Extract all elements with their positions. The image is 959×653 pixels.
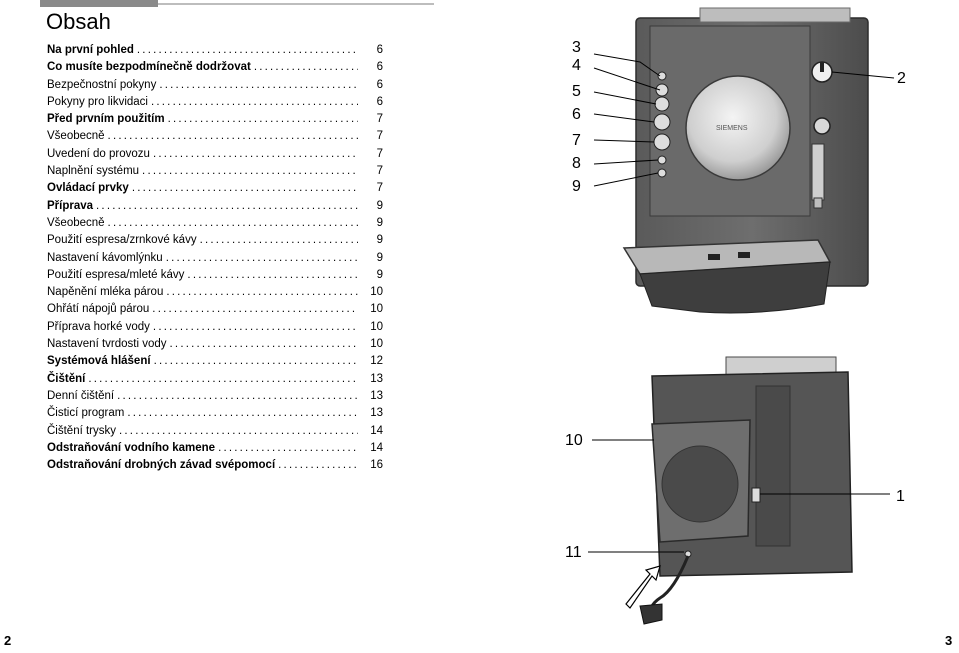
toc-entry-page: 7 xyxy=(376,182,383,195)
toc-entry-page: 9 xyxy=(376,199,383,212)
steam-wand xyxy=(812,144,824,200)
callout-9: 9 xyxy=(572,178,581,195)
page-number-left: 2 xyxy=(4,633,12,648)
control-knob-7 xyxy=(654,134,670,150)
toc-entry-label: Odstraňování drobných závad svépomocí xyxy=(47,459,276,472)
toc-entry-page: 9 xyxy=(376,251,383,264)
toc-entry-label: Denní čištění xyxy=(47,389,115,402)
callout-1: 1 xyxy=(896,488,905,505)
toc-entry-label: Naplnění systému xyxy=(47,165,140,178)
toc-entry-label: Čištění trysky xyxy=(47,424,117,437)
toc-entry-page: 6 xyxy=(376,78,383,91)
machine-back-view xyxy=(626,357,852,624)
toc-entry-page: 12 xyxy=(370,355,383,368)
steam-dial-pointer xyxy=(820,62,824,72)
toc-entry-page: 7 xyxy=(376,147,383,160)
control-knob-9 xyxy=(658,169,666,177)
control-knob-8 xyxy=(658,156,666,164)
toc-entry-page: 13 xyxy=(370,389,383,402)
page-title: Obsah xyxy=(46,9,111,34)
toc-entry-page: 7 xyxy=(376,113,383,126)
callout-6: 6 xyxy=(572,106,581,123)
toc-entry-label: Použití espresa/mleté kávy xyxy=(47,268,185,281)
top-lid xyxy=(700,8,850,22)
callout-3: 3 xyxy=(572,39,581,56)
toc-entry-label: Nastavení tvrdosti vody xyxy=(47,338,167,351)
toc-entry-page: 9 xyxy=(376,216,383,229)
toc-entry-page: 9 xyxy=(376,268,383,281)
toc-entry-page: 14 xyxy=(370,424,383,437)
toc-entry-page: 10 xyxy=(370,286,383,299)
toc-entry-page: 10 xyxy=(370,320,383,333)
toc-entry-label: Systémová hlášení xyxy=(47,355,151,368)
toc-entry-page: 13 xyxy=(370,407,383,420)
toc-entry-label: Ohřátí nápojů párou xyxy=(47,303,150,316)
callout-10: 10 xyxy=(565,432,583,449)
steam-valve xyxy=(814,118,830,134)
power-switch xyxy=(752,488,760,502)
toc-entry-label: Příprava horké vody xyxy=(47,320,150,333)
toc-entry-label: Odstraňování vodního kamene xyxy=(47,441,216,454)
steam-wand-tip xyxy=(814,198,822,208)
toc-entry-label: Na první pohled xyxy=(47,44,134,56)
toc-entry-page: 14 xyxy=(370,441,383,454)
toc-entry-label: Nastavení kávomlýnku xyxy=(47,251,163,264)
toc-entry-page: 7 xyxy=(376,130,383,143)
page-number-right: 3 xyxy=(945,633,953,648)
toc-entry-label: Uvedení do provozu xyxy=(47,147,150,160)
toc-entry-label: Ovládací prvky xyxy=(47,182,129,195)
toc-entry-page: 7 xyxy=(376,165,383,178)
callout-8: 8 xyxy=(572,155,581,172)
toc-entry-page: 13 xyxy=(370,372,383,385)
toc-entry-label: Všeobecně xyxy=(47,216,105,229)
toc-entry-label: Použití espresa/zrnkové kávy xyxy=(47,234,197,247)
toc-entry-label: Čištění xyxy=(47,372,86,385)
power-plug xyxy=(640,604,662,624)
control-knob-5 xyxy=(655,97,669,111)
toc-entry-label: Co musíte bezpodmínečně dodržovat xyxy=(47,61,251,74)
toc-entry-label: Pokyny pro likvidaci xyxy=(47,95,148,108)
toc-entry-label: Napěnění mléka párou xyxy=(47,286,164,299)
toc-entry-page: 6 xyxy=(376,95,383,108)
control-knob-4 xyxy=(656,84,668,96)
toc-entry-page: 9 xyxy=(376,234,383,247)
tank-window xyxy=(662,446,738,522)
machine-front-view xyxy=(624,8,868,313)
callout-2: 2 xyxy=(897,70,906,87)
toc-entry-page: 6 xyxy=(376,61,383,74)
toc-entry-page: 16 xyxy=(370,459,383,472)
toc-entry-page: 6 xyxy=(376,44,383,56)
toc-entry-label: Čisticí program xyxy=(47,407,125,420)
callout-7: 7 xyxy=(572,132,581,149)
toc-entry-label: Příprava xyxy=(47,199,94,212)
coffee-outlet-right xyxy=(738,252,750,258)
toc-entry-label: Před prvním použitím xyxy=(47,113,165,126)
coffee-outlet-left xyxy=(708,254,720,260)
back-slot xyxy=(756,386,790,546)
toc-entry-label: Bezpečnostní pokyny xyxy=(47,78,157,91)
toc-entry-label: Všeobecně xyxy=(47,130,105,143)
callout-5: 5 xyxy=(572,83,581,100)
brand-logo: SIEMENS xyxy=(716,125,748,132)
toc-entry-page: 10 xyxy=(370,303,383,316)
toc-entry-page: 10 xyxy=(370,338,383,351)
control-knob-6 xyxy=(654,114,670,130)
callout-4: 4 xyxy=(572,57,581,74)
callout-11: 11 xyxy=(565,544,582,561)
